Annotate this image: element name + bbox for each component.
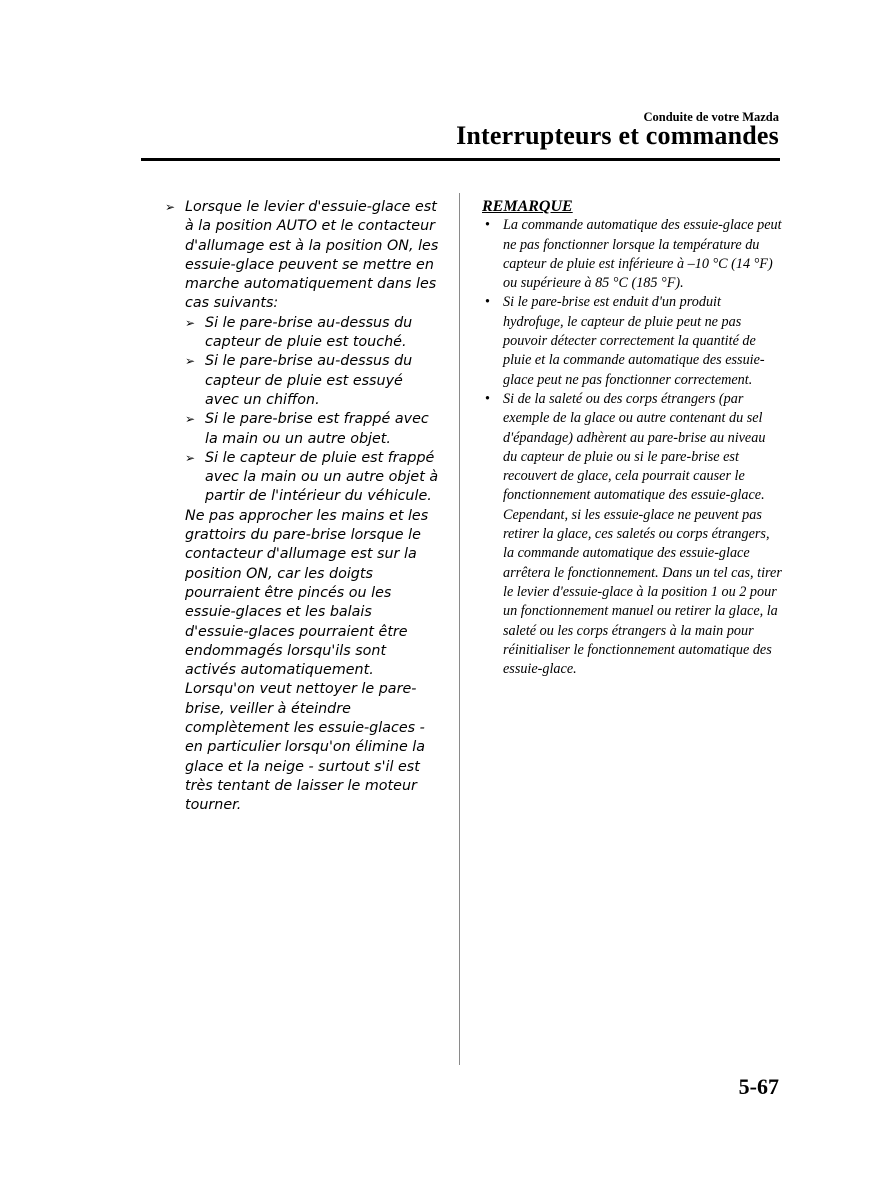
arrow-bullet-icon: ➢ [185,450,196,465]
cleaning-paragraph: Lorsqu'on veut nettoyer le pare-brise, veiller à éteindre complètement les essuie-glaces - en particulier lorsqu'on élimine la glace et la neige - surtout s'il est très tentant de laisser le moteur tourner. [185,681,426,814]
list-item-text: Si le capteur de pluie est frappé avec la main ou un autre objet à partir de l'intérieur du véhicule. [205,449,439,505]
note-item-text: Si de la saleté ou des corps étrangers (par exemple de la glace ou autre contenant du sel d'épandage) adhèrent au pare-brise au niveau du capteur de pluie ou si le pare-brise est recouvert de glace, cela pourrait causer le fonctionnement automatique des essuie-glace. Cependant, si les essuie-glace ne peuvent pas retirer la glace, ces saletés ou corps étrangers, la commande automatique des essuie-glace arrêtera le fonctionnement. Dans un tel cas, tirer le levier d'essuie-glace à la position 1 ou 2 pour un fonctionnement manuel ou retirer la glace, la saleté ou les corps étrangers à la main pour réinitialiser le fonctionnement automatique des essuie-glace. [503,390,782,678]
bullet-dot-icon: • [485,294,490,311]
note-item-text: Si le pare-brise est enduit d'un produit hydrofuge, le capteur de pluie peut ne pas pouvoir détecter correctement la quantité de pluie et la commande automatique des essuie-glace peut ne pas fonctionner correctement. [503,294,765,388]
note-item [482,216,782,293]
page-number: 5-67 [738,1074,779,1099]
note-heading: REMARQUE [482,198,573,215]
intro-bullet [165,198,440,816]
warning-paragraph: Ne pas approcher les mains et les grattoirs du pare-brise lorsque le contacteur d'allumage est sur la position ON, car les doigts pourraient être pincés ou les essuie-glaces et les balais d'essuie-glaces pourraient être endommagés lorsqu'ils sont activés automatiquement. [185,507,429,679]
arrow-bullet-icon: ➢ [185,354,196,369]
list-item-text: Si le pare-brise au-dessus du capteur de pluie est touché. [205,314,413,351]
condition-list [185,314,440,507]
note-item-text: La commande automatique des essuie-glace peut ne pas fonctionner lorsque la température du capteur de pluie est inférieure à –10 °C (14 °F) ou supérieure à 85 °C (185 °F). [503,217,782,292]
note-column [482,197,782,679]
bullet-dot-icon: • [485,217,490,234]
page-title: Interrupteurs et commandes [456,121,779,150]
list-item-text: Si le pare-brise au-dessus du capteur de pluie est essuyé avec un chiffon. [205,353,413,408]
header-rule [141,158,780,161]
column-divider [459,193,460,1065]
section-label: Conduite de votre Mazda [643,110,779,124]
list-item [185,410,440,449]
list-item [185,314,440,353]
left-column [165,198,440,816]
note-item [482,293,782,389]
intro-text: Lorsque le levier d'essuie-glace est à la position AUTO et le contacteur d'allumage est à la position ON, les essuie-glace peuvent se mettre en marche automatiquement dans les cas suivants: [185,199,439,312]
arrow-bullet-icon: ➢ [185,412,196,427]
bullet-dot-icon: • [485,390,490,407]
note-item [482,390,782,679]
list-item [185,352,440,410]
arrow-bullet-icon: ➢ [165,200,176,214]
list-item-text: Si le pare-brise est frappé avec la main ou un autre objet. [205,411,429,447]
list-item [185,449,440,507]
arrow-bullet-icon: ➢ [185,315,196,330]
note-list [482,216,782,679]
